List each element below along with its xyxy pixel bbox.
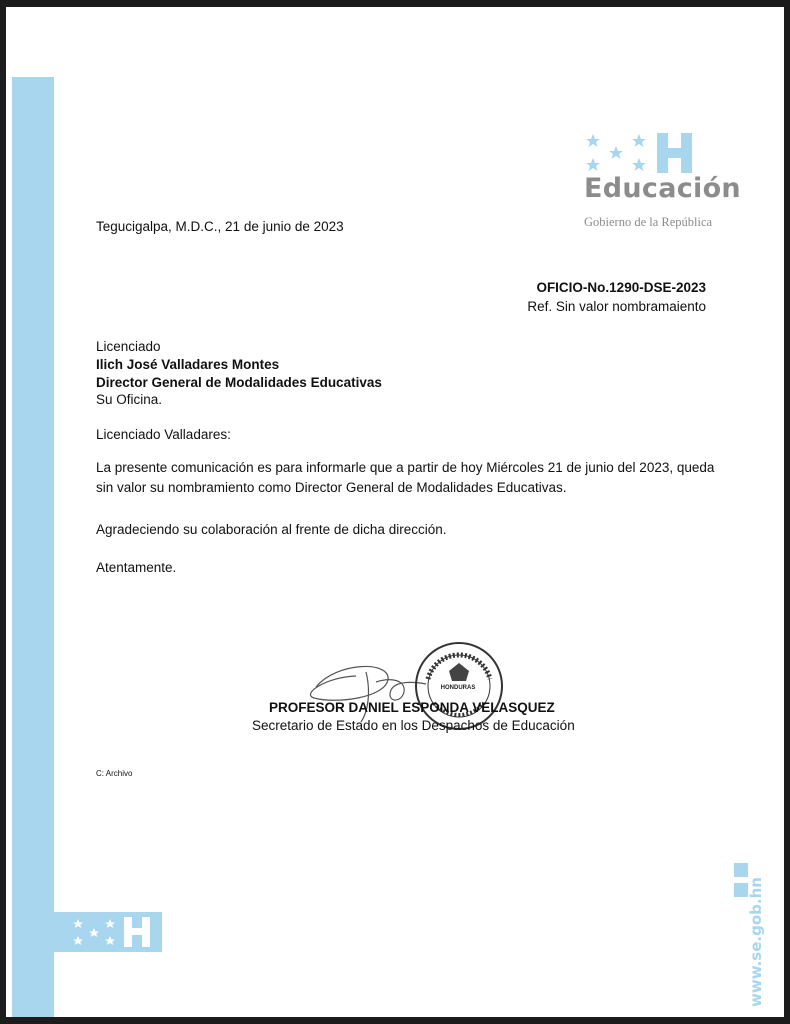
place-date: Tegucigalpa, M.D.C., 21 de junio de 2023 [96,219,344,234]
thanks-line: Agradeciendo su colaboración al frente de dicha dirección. [96,522,447,537]
recipient-office: Su Oficina. [96,392,163,407]
body-paragraph: La presente comunicación es para informarle que a partir de hoy Miércoles 21 de junio del 2023, queda sin valor su nombramiento como Director General de Modalidades Educativas. [96,460,715,495]
recipient-name: Ilich José Valladares Montes [96,357,280,372]
signatory-name: PROFESOR DANIEL ESPONDA VELASQUEZ [269,700,555,715]
left-decorative-bar [12,77,54,1017]
letter-page [6,7,784,1017]
decor-square [734,863,748,877]
copy-note: C: Archivo [96,769,133,778]
education-logo [578,125,778,235]
website-url: www.se.gob.hn [747,877,765,1007]
signatory-title: Secretario de Estado en los Despachos de Educación [252,718,575,733]
recipient-title: Licenciado [96,339,161,354]
reference-number: OFICIO-No.1290-DSE-2023 [536,280,706,295]
decor-square [734,883,748,897]
logo-title: Educación [584,173,741,204]
closing: Atentamente. [96,560,177,575]
recipient-position: Director General de Modalidades Educativas [96,375,382,390]
seal-label: HONDURAS [440,685,476,691]
honduras-stars-h-icon [578,125,778,175]
honduras-stars-h-icon [54,912,162,952]
footer-logo [54,912,162,952]
logo-subtitle: Gobierno de la República [584,215,713,229]
reference-subject: Ref. Sin valor nombramaiento [527,299,706,314]
salutation: Licenciado Valladares: [96,427,231,442]
